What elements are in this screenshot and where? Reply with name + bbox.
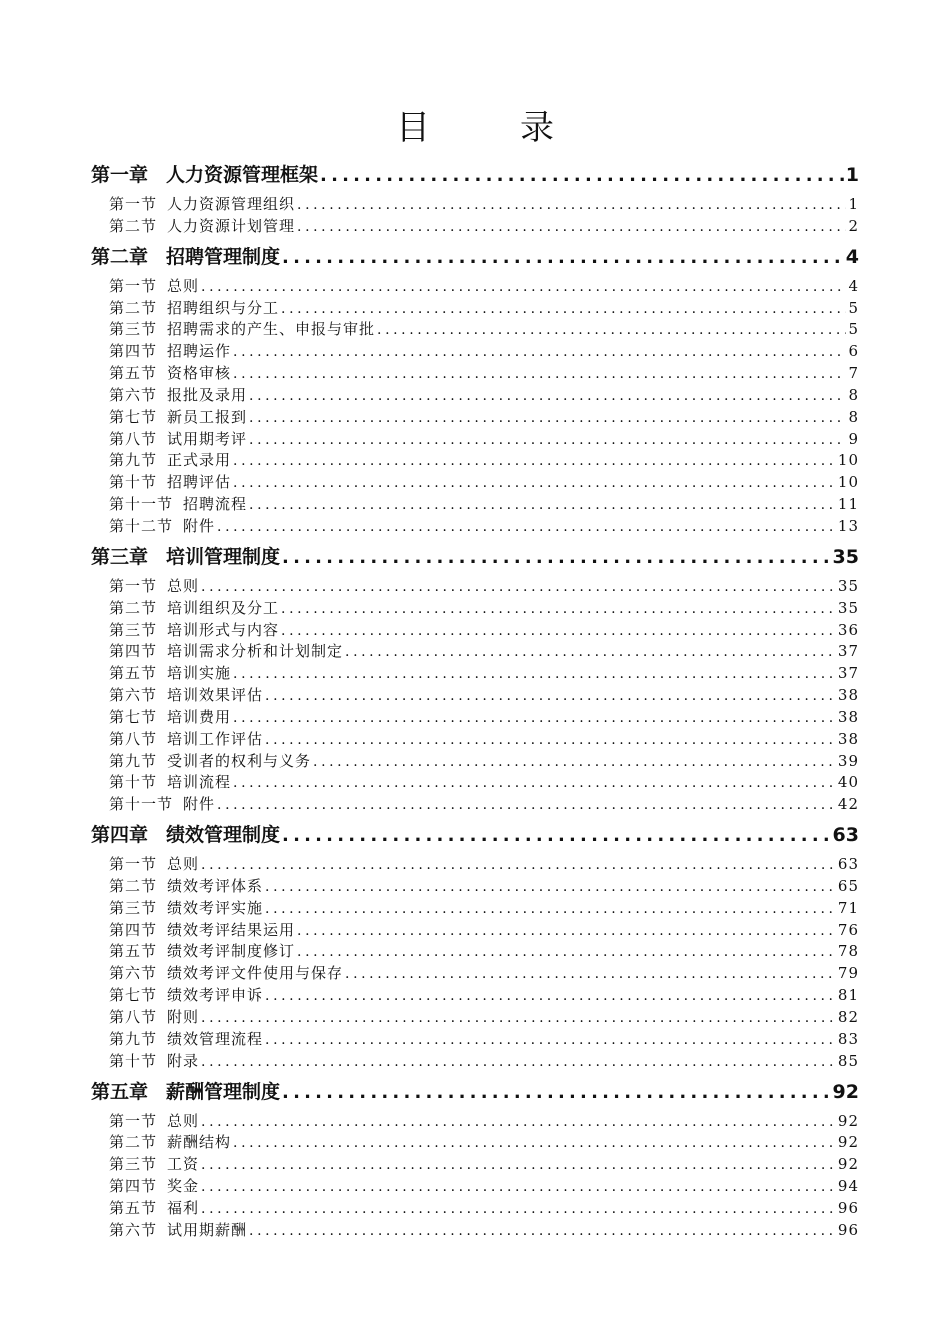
- dot-leader: [233, 451, 836, 473]
- section-page-number: 85: [837, 1051, 859, 1070]
- section-page-number: 36: [837, 620, 859, 639]
- section-title: 受训者的权利与义务: [167, 751, 312, 770]
- dot-leader: [233, 773, 836, 795]
- toc-section-entry[interactable]: [91, 729, 859, 751]
- section-page-number: 8: [848, 407, 859, 426]
- dot-leader: [265, 877, 836, 899]
- dot-leader: [233, 342, 846, 364]
- section-page-number: 35: [837, 576, 859, 595]
- section-title: 资格审核: [167, 364, 232, 383]
- toc-section-entry[interactable]: [91, 341, 859, 363]
- section-page-number: 4: [848, 276, 859, 295]
- section-page-number: 5: [848, 320, 859, 339]
- section-page-number: 42: [837, 795, 859, 814]
- section-page-number: 83: [837, 1029, 859, 1048]
- chapter-number: 第五章: [91, 1080, 149, 1103]
- dot-leader: [265, 899, 836, 921]
- chapter-section-list: [91, 1111, 859, 1242]
- section-title: 薪酬结构: [167, 1133, 232, 1152]
- dot-leader: [297, 217, 846, 239]
- toc-section-entry[interactable]: [91, 920, 859, 942]
- section-page-number: 6: [848, 342, 859, 361]
- toc-section-entry[interactable]: [91, 620, 859, 642]
- dot-leader: [345, 964, 836, 986]
- dot-leader: [217, 517, 836, 539]
- toc-section-entry[interactable]: [91, 472, 859, 494]
- chapter-title: 培训管理制度: [166, 545, 281, 568]
- section-title: 附件: [183, 516, 216, 535]
- dot-leader: [345, 642, 836, 664]
- chapter-page-number: 35: [832, 545, 859, 568]
- section-number: 第一节: [109, 855, 158, 874]
- section-number: 第四节: [109, 1177, 158, 1196]
- section-title: 培训流程: [167, 773, 232, 792]
- dot-leader: [201, 1199, 836, 1221]
- toc-section-entry[interactable]: [91, 794, 859, 816]
- toc-section-entry[interactable]: [91, 1198, 859, 1220]
- toc-section-entry[interactable]: [91, 854, 859, 876]
- chapter-title: 招聘管理制度: [166, 245, 281, 268]
- section-number: 第十节: [109, 773, 158, 792]
- section-number: 第六节: [109, 964, 158, 983]
- section-page-number: 11: [837, 495, 859, 514]
- toc-section-entry[interactable]: [91, 276, 859, 298]
- dot-leader: [201, 577, 836, 599]
- section-page-number: 10: [837, 473, 859, 492]
- section-title: 培训组织及分工: [167, 598, 280, 617]
- toc-section-entry[interactable]: [91, 898, 859, 920]
- section-page-number: 5: [848, 298, 859, 317]
- section-number: 第四节: [109, 342, 158, 361]
- toc-section-entry[interactable]: [91, 363, 859, 385]
- section-number: 第三节: [109, 1155, 158, 1174]
- section-page-number: 39: [837, 751, 859, 770]
- dot-leader: [201, 277, 846, 299]
- section-title: 奖金: [167, 1177, 200, 1196]
- section-title: 绩效考评制度修订: [167, 942, 296, 961]
- section-number: 第七节: [109, 707, 158, 726]
- toc-chapter-entry[interactable]: [91, 160, 859, 190]
- section-title: 附则: [167, 1008, 200, 1026]
- section-title: 绩效考评文件使用与保存: [167, 964, 344, 983]
- dot-leader: [201, 1112, 836, 1134]
- dot-leader: [265, 986, 836, 1008]
- section-title: 招聘流程: [183, 495, 248, 514]
- section-page-number: 92: [837, 1133, 859, 1152]
- section-title: 绩效考评结果运用: [167, 920, 296, 939]
- section-number: 第七节: [109, 407, 158, 426]
- dot-leader: [233, 708, 836, 730]
- section-number: 第二节: [109, 1133, 158, 1152]
- section-number: 第九节: [109, 751, 158, 770]
- dot-leader: [201, 1052, 836, 1074]
- dot-leader: [249, 1221, 836, 1243]
- section-number: 第十节: [109, 473, 158, 492]
- section-number: 第一节: [109, 276, 158, 295]
- toc-section-entry[interactable]: [91, 1051, 859, 1073]
- section-page-number: 37: [837, 664, 859, 683]
- section-number: 第三节: [109, 620, 158, 639]
- chapter-page-number: 4: [845, 245, 859, 268]
- toc-section-entry[interactable]: [91, 641, 859, 663]
- dot-leader: [201, 855, 836, 877]
- section-page-number: 92: [837, 1111, 859, 1130]
- section-title: 绩效考评申诉: [167, 986, 264, 1005]
- section-number: 第二节: [109, 876, 158, 895]
- section-title: 总则: [167, 855, 200, 874]
- dot-leader: [233, 364, 846, 386]
- section-number: 第七节: [109, 986, 158, 1005]
- section-title: 正式录用: [167, 451, 232, 470]
- toc-section-entry[interactable]: [91, 985, 859, 1007]
- section-number: 第四节: [109, 642, 158, 661]
- section-number: 第二节: [109, 216, 158, 235]
- section-title: 招聘运作: [167, 342, 232, 361]
- chapter-title: 人力资源管理框架: [166, 164, 319, 186]
- section-page-number: 10: [837, 451, 859, 470]
- section-title: 培训工作评估: [167, 729, 264, 748]
- section-number: 第二节: [109, 598, 158, 617]
- chapter-section-list: [91, 194, 859, 238]
- table-of-contents: [91, 158, 859, 1246]
- section-title: 试用期薪酬: [167, 1220, 248, 1239]
- section-number: 第十一节: [109, 795, 174, 814]
- section-title: 附录: [167, 1051, 200, 1070]
- dot-leader: [297, 942, 836, 964]
- section-page-number: 38: [837, 686, 859, 705]
- toc-section-entry[interactable]: [91, 1132, 859, 1154]
- section-page-number: 65: [837, 876, 859, 895]
- section-page-number: 81: [837, 986, 859, 1005]
- toc-section-entry[interactable]: [91, 707, 859, 729]
- section-number: 第一节: [109, 576, 158, 595]
- section-page-number: 40: [837, 773, 859, 792]
- section-title: 培训形式与内容: [167, 620, 280, 639]
- section-number: 第一节: [109, 1111, 158, 1130]
- toc-section-entry[interactable]: [91, 1220, 859, 1242]
- section-title: 福利: [167, 1198, 200, 1217]
- section-page-number: 78: [837, 942, 859, 961]
- dot-leader: [233, 664, 836, 686]
- section-page-number: 35: [837, 598, 859, 617]
- dot-leader: [297, 195, 846, 217]
- dot-leader: [313, 752, 836, 774]
- section-page-number: 82: [837, 1008, 859, 1026]
- section-number: 第五节: [109, 664, 158, 683]
- section-title: 绩效考评体系: [167, 876, 264, 895]
- section-number: 第八节: [109, 729, 158, 748]
- chapter-title: 薪酬管理制度: [166, 1080, 281, 1103]
- section-page-number: 63: [837, 855, 859, 874]
- section-title: 招聘组织与分工: [167, 298, 280, 317]
- chapter-section-list: [91, 576, 859, 816]
- toc-section-entry[interactable]: [91, 494, 859, 516]
- section-page-number: 92: [837, 1155, 859, 1174]
- section-number: 第九节: [109, 451, 158, 470]
- section-title: 培训需求分析和计划制定: [167, 642, 344, 661]
- chapter-number: 第四章: [91, 824, 149, 847]
- section-title: 招聘需求的产生、申报与审批: [167, 320, 376, 339]
- section-page-number: 2: [848, 216, 859, 235]
- dot-leader: [282, 1078, 831, 1108]
- toc-section-entry[interactable]: [91, 407, 859, 429]
- dot-leader: [297, 921, 836, 943]
- toc-section-entry[interactable]: [91, 772, 859, 794]
- section-page-number: 8: [848, 385, 859, 404]
- section-title: 培训费用: [167, 707, 232, 726]
- toc-section-entry[interactable]: [91, 1029, 859, 1051]
- section-title: 附件: [183, 795, 216, 814]
- section-number: 第三节: [109, 320, 158, 339]
- section-title: 培训实施: [167, 664, 232, 683]
- toc-section-entry[interactable]: [91, 385, 859, 407]
- section-number: 第五节: [109, 1198, 158, 1217]
- section-page-number: 38: [837, 707, 859, 726]
- section-number: 第二节: [109, 298, 158, 317]
- section-page-number: 38: [837, 729, 859, 748]
- chapter-number: 第一章: [91, 164, 149, 186]
- toc-section-entry[interactable]: [91, 1154, 859, 1176]
- chapter-page-number: 63: [832, 824, 859, 847]
- toc-section-entry[interactable]: [91, 751, 859, 773]
- section-page-number: 13: [837, 516, 859, 535]
- section-number: 第六节: [109, 1220, 158, 1239]
- toc-section-entry[interactable]: [91, 576, 859, 598]
- dot-leader: [201, 1177, 836, 1199]
- toc-section-entry[interactable]: [91, 1007, 859, 1029]
- dot-leader: [249, 408, 846, 430]
- page-title: 目 录: [396, 108, 582, 148]
- toc-section-entry[interactable]: [91, 941, 859, 963]
- section-title: 工资: [167, 1155, 200, 1174]
- dot-leader: [265, 1030, 836, 1052]
- section-page-number: 9: [848, 429, 859, 448]
- section-title: 招聘评估: [167, 473, 232, 492]
- section-number: 第八节: [109, 1008, 158, 1026]
- toc-chapter-entry[interactable]: [91, 1077, 859, 1107]
- section-page-number: 96: [837, 1220, 859, 1239]
- section-page-number: 94: [837, 1177, 859, 1196]
- section-title: 培训效果评估: [167, 686, 264, 705]
- section-page-number: 37: [837, 642, 859, 661]
- section-number: 第六节: [109, 686, 158, 705]
- section-title: 总则: [167, 1111, 200, 1130]
- section-page-number: 1: [848, 195, 859, 213]
- chapter-section-list: [91, 854, 859, 1072]
- chapter-page-number: 92: [832, 1080, 859, 1103]
- dot-leader: [249, 495, 836, 517]
- section-title: 绩效管理流程: [167, 1029, 264, 1048]
- dot-leader: [281, 599, 836, 621]
- dot-leader: [281, 621, 836, 643]
- toc-section-entry[interactable]: [91, 298, 859, 320]
- section-number: 第十二节: [109, 516, 174, 535]
- section-number: 第四节: [109, 920, 158, 939]
- toc-section-entry[interactable]: [91, 598, 859, 620]
- dot-leader: [201, 1155, 836, 1177]
- dot-leader: [320, 161, 844, 191]
- section-page-number: 96: [837, 1198, 859, 1217]
- toc-chapter-entry[interactable]: [91, 820, 859, 850]
- dot-leader: [249, 430, 846, 452]
- section-title: 人力资源计划管理: [167, 216, 296, 235]
- toc-section-entry[interactable]: [91, 1176, 859, 1198]
- section-title: 总则: [167, 576, 200, 595]
- toc-section-entry[interactable]: [91, 685, 859, 707]
- section-title: 总则: [167, 276, 200, 295]
- section-page-number: 7: [848, 364, 859, 383]
- section-number: 第三节: [109, 898, 158, 917]
- toc-section-entry[interactable]: [91, 963, 859, 985]
- toc-chapter-entry[interactable]: [91, 242, 859, 272]
- toc-section-entry[interactable]: [91, 450, 859, 472]
- toc-section-entry[interactable]: [91, 429, 859, 451]
- toc-section-entry[interactable]: [91, 1111, 859, 1133]
- section-page-number: 76: [837, 920, 859, 939]
- toc-chapter-entry[interactable]: [91, 542, 859, 572]
- dot-leader: [249, 386, 846, 408]
- toc-section-entry[interactable]: [91, 663, 859, 685]
- section-number: 第一节: [109, 195, 158, 213]
- dot-leader: [233, 1133, 836, 1155]
- dot-leader: [265, 730, 836, 752]
- section-title: 绩效考评实施: [167, 898, 264, 917]
- chapter-section-list: [91, 276, 859, 538]
- dot-leader: [265, 686, 836, 708]
- section-number: 第十节: [109, 1051, 158, 1070]
- section-number: 第五节: [109, 942, 158, 961]
- section-number: 第八节: [109, 429, 158, 448]
- section-title: 人力资源管理组织: [167, 195, 296, 213]
- dot-leader: [377, 320, 846, 342]
- chapter-title: 绩效管理制度: [166, 824, 281, 847]
- section-number: 第十一节: [109, 495, 174, 514]
- section-page-number: 79: [837, 964, 859, 983]
- section-number: 第五节: [109, 364, 158, 383]
- section-title: 试用期考评: [167, 429, 248, 448]
- dot-leader: [282, 821, 831, 851]
- toc-section-entry[interactable]: [91, 194, 859, 216]
- section-title: 报批及录用: [167, 385, 248, 404]
- section-page-number: 71: [837, 898, 859, 917]
- dot-leader: [282, 243, 844, 273]
- dot-leader: [282, 543, 831, 573]
- chapter-number: 第二章: [91, 245, 149, 268]
- section-number: 第六节: [109, 385, 158, 404]
- chapter-number: 第三章: [91, 545, 149, 568]
- dot-leader: [281, 299, 846, 321]
- dot-leader: [233, 473, 836, 495]
- dot-leader: [201, 1008, 836, 1030]
- toc-section-entry[interactable]: [91, 876, 859, 898]
- chapter-page-number: 1: [845, 164, 859, 186]
- toc-section-entry[interactable]: [91, 319, 859, 341]
- section-title: 新员工报到: [167, 407, 248, 426]
- toc-section-entry[interactable]: [91, 516, 859, 538]
- dot-leader: [217, 795, 836, 817]
- toc-section-entry[interactable]: [91, 216, 859, 238]
- section-number: 第九节: [109, 1029, 158, 1048]
